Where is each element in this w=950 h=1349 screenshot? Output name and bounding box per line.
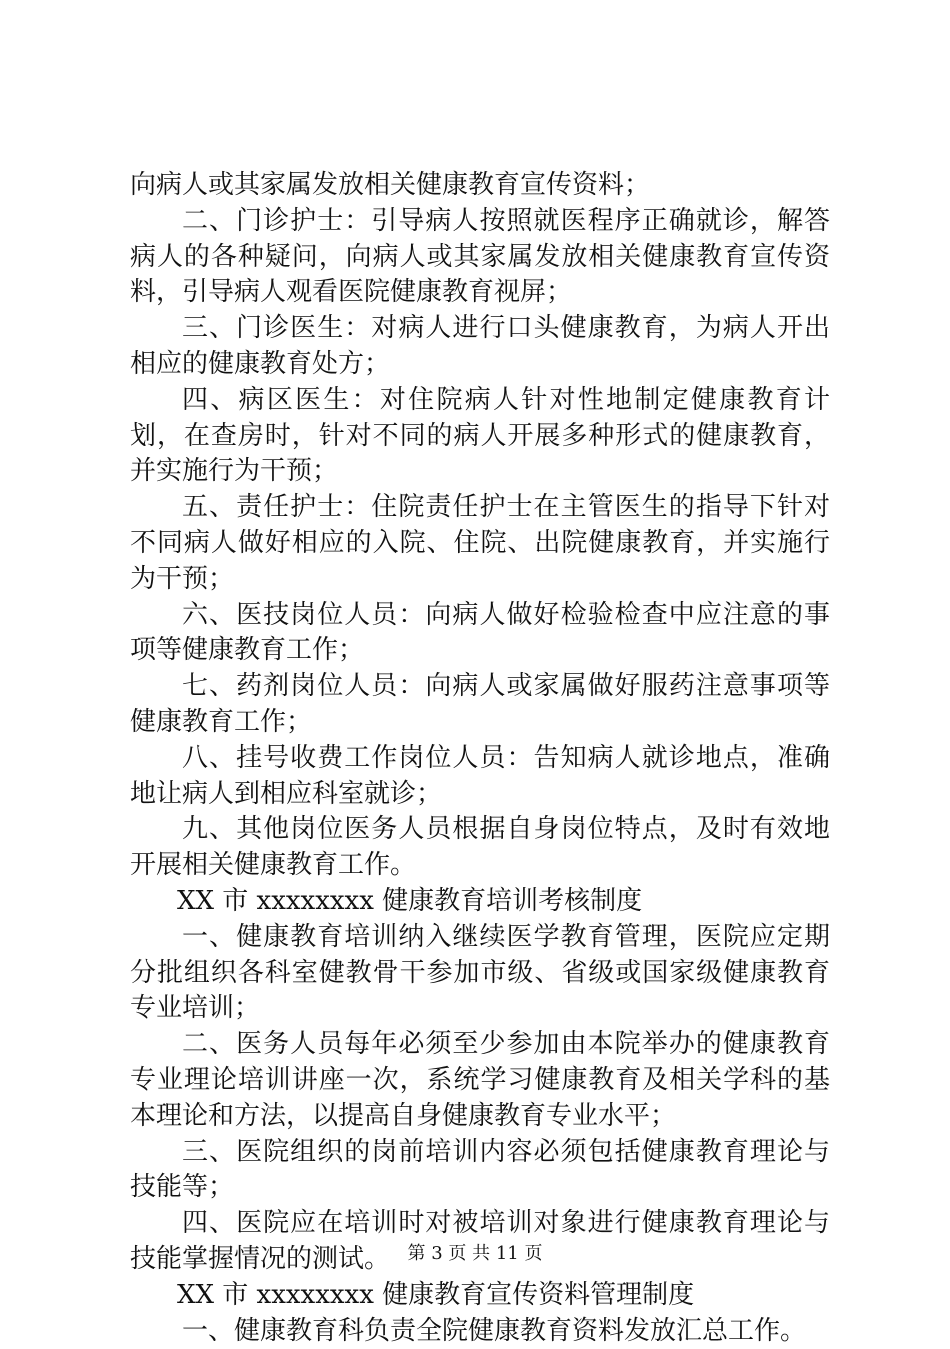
paragraph: 向病人或其家属发放相关健康教育宣传资料； xyxy=(130,168,830,204)
paragraph: 七、药剂岗位人员：向病人或家属做好服药注意事项等健康教育工作； xyxy=(130,669,830,741)
paragraph: 一、健康教育培训纳入继续医学教育管理，医院应定期分批组织各科室健教骨干参加市级、省级或国家级健康教育专业培训； xyxy=(130,920,830,1027)
paragraph: 三、门诊医生：对病人进行口头健康教育，为病人开出相应的健康教育处方； xyxy=(130,311,830,383)
paragraph: 三、医院组织的岗前培训内容必须包括健康教育理论与技能等； xyxy=(130,1135,830,1207)
paragraph: 一、健康教育科负责全院健康教育资料发放汇总工作。 xyxy=(130,1314,830,1349)
paragraph: 九、其他岗位医务人员根据自身岗位特点，及时有效地开展相关健康教育工作。 xyxy=(130,812,830,884)
paragraph: 四、病区医生：对住院病人针对性地制定健康教育计划，在查房时，针对不同的病人开展多种形式的健康教育，并实施行为干预； xyxy=(130,383,830,490)
paragraph: 八、挂号收费工作岗位人员：告知病人就诊地点，准确地让病人到相应科室就诊； xyxy=(130,741,830,813)
paragraph: 二、门诊护士：引导病人按照就医程序正确就诊，解答病人的各种疑问，向病人或其家属发放相关健康教育宣传资料，引导病人观看医院健康教育视屏； xyxy=(130,204,830,311)
page-footer: 第 3 页 共 11 页 xyxy=(0,1243,950,1265)
paragraph: 六、医技岗位人员：向病人做好检验检查中应注意的事项等健康教育工作； xyxy=(130,598,830,670)
paragraph: 四、医院应在培训时对被培训对象进行健康教育理论与技能掌握情况的测试。 xyxy=(130,1206,830,1278)
document-body xyxy=(130,168,830,1349)
section-heading: XX 市 xxxxxxxx 健康教育培训考核制度 xyxy=(130,884,830,920)
section-heading: XX 市 xxxxxxxx 健康教育宣传资料管理制度 xyxy=(130,1278,830,1314)
paragraph: 二、医务人员每年必须至少参加由本院举办的健康教育专业理论培训讲座一次，系统学习健康教育及相关学科的基本理论和方法，以提高自身健康教育专业水平； xyxy=(130,1027,830,1134)
paragraph: 五、责任护士：住院责任护士在主管医生的指导下针对不同病人做好相应的入院、住院、出院健康教育，并实施行为干预； xyxy=(130,490,830,597)
